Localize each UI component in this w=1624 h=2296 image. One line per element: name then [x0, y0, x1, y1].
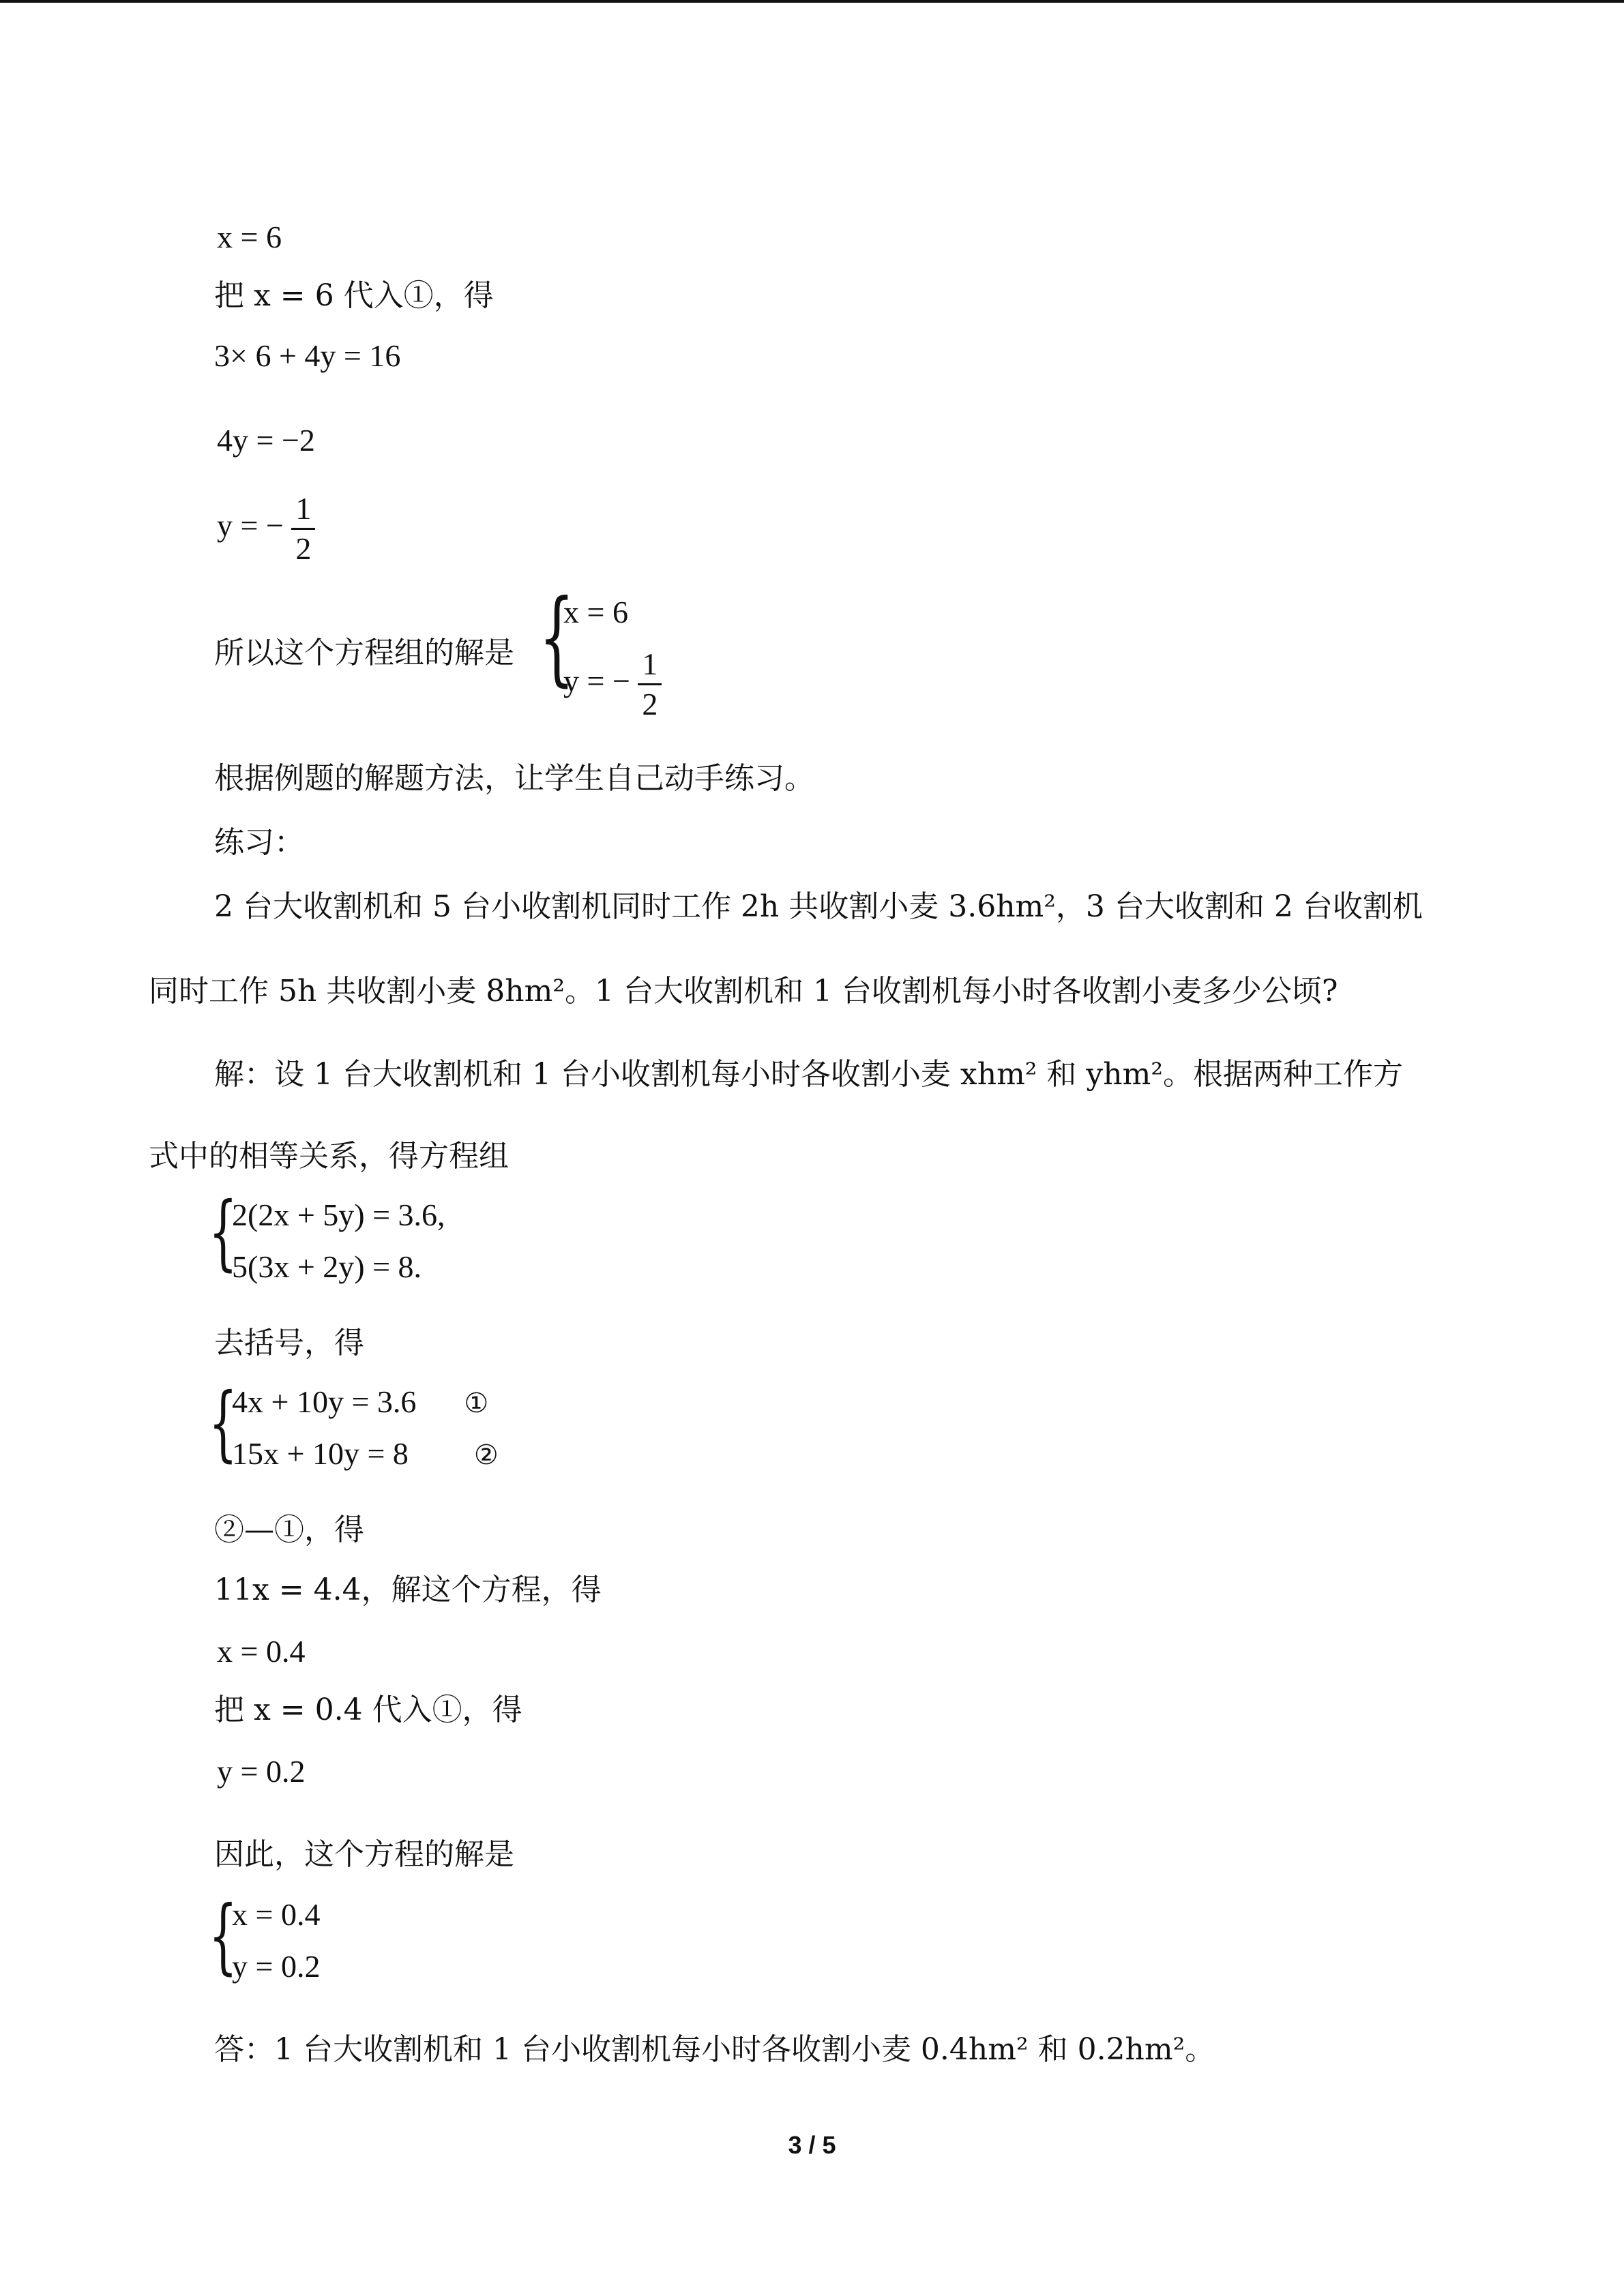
sys3-row2: [232, 1433, 499, 1476]
practice-label: 练习：: [214, 825, 304, 860]
sys1-row2: [563, 645, 662, 724]
sys2-row2: 5(3x + 2y) = 8.: [232, 1249, 422, 1284]
fraction-num: 1: [291, 490, 315, 530]
problem-line-2: 同时工作 5h 共收割小麦 8hm²。1 台大收割机和 1 台收割机每小时各收割小麦多少公顷?: [149, 974, 1338, 1009]
fraction-num-2: 1: [638, 645, 662, 685]
subtract-line: ②—①，得: [214, 1512, 364, 1547]
sys4-row2: y = 0.2: [232, 1949, 321, 1984]
solution-line-2: 式中的相等关系，得方程组: [149, 1139, 509, 1174]
fraction-half-2: [638, 645, 662, 724]
eq-3x6: 3× 6 + 4y = 16: [214, 338, 401, 373]
circled-2: ②: [473, 1440, 499, 1471]
fraction-den-2: 2: [642, 687, 658, 721]
brace-2: {: [209, 1185, 237, 1280]
sys4-row1: x = 0.4: [232, 1897, 321, 1932]
remove-brackets-label: 去括号，得: [214, 1326, 364, 1360]
sys1-row2-lhs: y = −: [563, 664, 630, 699]
substitute-line-2: 把 x = 0.4 代入①，得: [214, 1693, 522, 1727]
eq-4y: 4y = −2: [217, 423, 315, 458]
brace-1: {: [539, 578, 575, 697]
solution-label: 所以这个方程组的解是: [214, 636, 514, 670]
brace-4: {: [209, 1889, 237, 1984]
eq-x-6: x = 6: [217, 220, 282, 254]
eq-y-02: y = 0.2: [217, 1754, 306, 1789]
sys1-row1: x = 6: [563, 595, 628, 629]
fraction-den: 2: [295, 531, 312, 566]
top-border: [0, 0, 1624, 3]
fraction-half: [291, 490, 315, 568]
therefore-label: 因此，这个方程的解是: [214, 1837, 514, 1872]
circled-1: ①: [464, 1388, 489, 1419]
sys3-row1: [232, 1382, 488, 1424]
brace-3: {: [209, 1376, 237, 1471]
solution-line-1: 解：设 1 台大收割机和 1 台小收割机每小时各收割小麦 xhm² 和 yhm²。根据两种工作方: [214, 1057, 1403, 1092]
practice-intro: 根据例题的解题方法，让学生自己动手练习。: [214, 761, 814, 796]
problem-line-1: 2 台大收割机和 5 台小收割机同时工作 2h 共收割小麦 3.6hm²，3 台大收割和 2 台收割机: [214, 889, 1423, 924]
page-number: 3 / 5: [788, 2131, 836, 2159]
sys3-row2-eq: 15x + 10y = 8: [232, 1436, 409, 1471]
sys3-row1-eq: 4x + 10y = 3.6: [232, 1384, 417, 1419]
eq-x-04: x = 0.4: [217, 1634, 306, 1669]
sys2-row1: 2(2x + 5y) = 3.6,: [232, 1197, 445, 1232]
eq-11x: 11x = 4.4，解这个方程，得: [214, 1572, 602, 1607]
answer-line: 答：1 台大收割机和 1 台小收割机每小时各收割小麦 0.4hm² 和 0.2hm²。: [214, 2032, 1215, 2067]
eq-y-frac: [217, 490, 315, 568]
eq-y-lhs: y = −: [217, 508, 284, 543]
substitute-line: 把 x = 6 代入①，得: [214, 278, 494, 313]
